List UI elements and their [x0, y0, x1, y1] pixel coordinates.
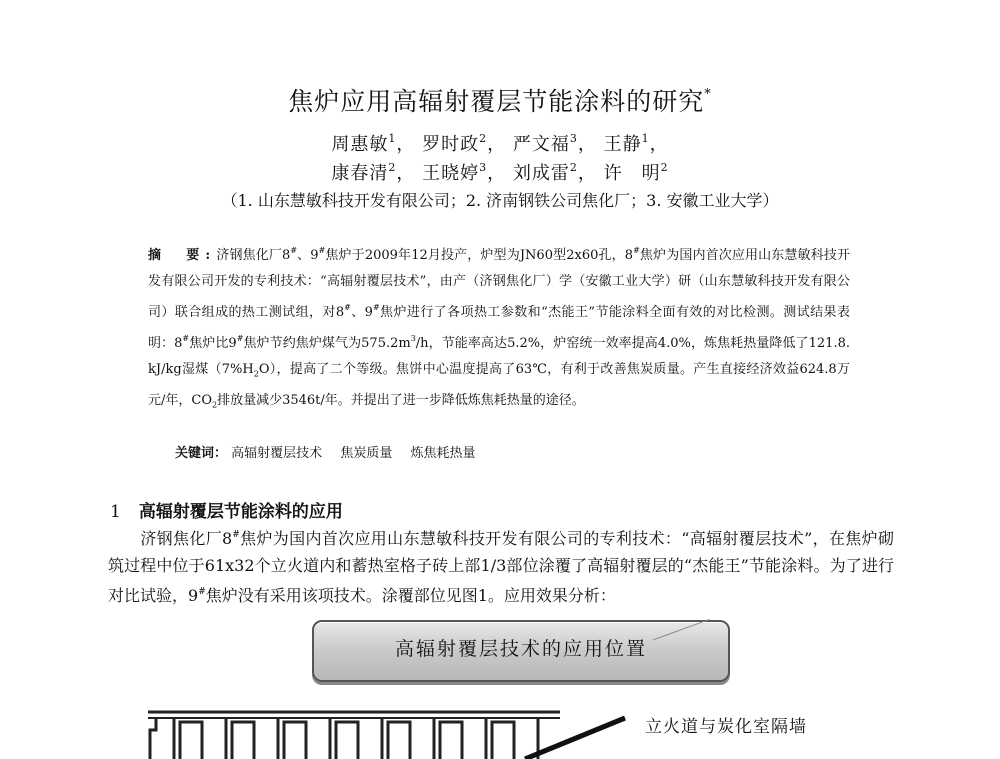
keywords — [175, 442, 855, 461]
author-name: 刘成雷 — [512, 163, 570, 184]
abstract-text: 排放量减少3546t/年。并提出了进一步降低炼焦耗热量的途径。 — [217, 392, 585, 408]
flue-3 — [284, 722, 306, 759]
author-name: 许 明 — [603, 163, 661, 184]
flue-2 — [232, 722, 254, 759]
abstract-text: 、9 — [350, 305, 373, 320]
hash-mark: # — [236, 334, 244, 343]
hash-mark: # — [633, 246, 640, 255]
hash-mark: # — [344, 303, 351, 312]
hash-mark: # — [372, 303, 380, 312]
author-affil: 3 — [479, 161, 488, 174]
subscript: 2 — [253, 369, 259, 379]
hash-mark: # — [182, 334, 190, 343]
author-affil: 2 — [660, 161, 669, 174]
hash-mark: # — [232, 530, 240, 540]
abstract-text: 焦炉为国内首次应用山东慧敏科技开发有限公司开发的专利技术：“高辐射覆层技术”，由产（济钢焦化厂）学（安徽工业大学）研（山东慧敏科技开发有限公司）联合组成的热工测试组，对8 — [148, 248, 850, 320]
left-bracket — [150, 718, 156, 759]
author-affil: 1 — [388, 132, 397, 145]
abstract-text: O），提高了二个等级。焦饼中心温度提高了63℃，有利于改善焦炭质量。产生直接经济效益624.8万元/年，CO — [148, 362, 850, 408]
flue-6 — [440, 722, 462, 759]
section-title: 高辐射覆层节能涂料的应用 — [138, 502, 343, 522]
title-text: 焦炉应用高辐射覆层节能涂料的研究 — [288, 87, 705, 116]
body-text: 焦炉为国内首次应用山东慧敏科技开发有限公司的专利技术：“高辐射覆层技术”，在焦炉砌筑过程中位于61x32个立火道内和蓄热室格子砖上部1/3部位涂覆了高辐射覆层的“杰能王”节能涂料。为了进行对比试验，9 — [108, 529, 894, 605]
title-footnote-mark: * — [704, 87, 712, 102]
subscript: 2 — [212, 400, 218, 410]
author-name: 王晓婷 — [422, 163, 480, 184]
callout-leader-line — [525, 718, 625, 759]
abstract-text: 、9 — [297, 248, 319, 263]
body-paragraph — [108, 522, 894, 609]
flue-5 — [388, 722, 410, 759]
hash-mark: # — [290, 246, 298, 255]
keywords-label: 关键词： — [175, 446, 228, 461]
flue-4 — [336, 722, 358, 759]
oven-wall-structure — [148, 712, 560, 759]
author-affil: 2 — [388, 161, 397, 174]
author-affil: 2 — [479, 132, 488, 145]
author-line-1: 周惠敏$^1$， 罗时政$^2$， 严文福$^3$， 王静$^1$， — [331, 132, 669, 155]
paper-title — [0, 82, 1000, 118]
body-text: 济钢焦化厂8 — [140, 529, 233, 548]
section-number: 1 — [110, 502, 121, 522]
author-affil: 2 — [569, 161, 578, 174]
affiliations: （1. 山东慧敏科技开发有限公司；2. 济南钢铁公司焦化厂；3. 安徽工业大学） — [221, 191, 779, 210]
author-name: 罗时政 — [422, 134, 480, 155]
author-line-2: 康春清$^2$， 王晓婷$^3$， 刘成雷$^2$， 许 明$^2$ — [331, 161, 669, 184]
flue-1 — [180, 722, 202, 759]
keyword: 炼焦耗热量 — [410, 446, 476, 461]
abstract-text: 焦炉进行了各项热工参数和“杰能王”节能涂料全面有效的对比检测。测试结果表明：8 — [148, 305, 850, 351]
abstract — [148, 238, 850, 418]
section-heading — [110, 497, 343, 522]
abstract-text: /h，节能率高达5.2%，炉窑统一效率提高4.0%，炼焦耗热量降低了121.8. kJ/kg湿煤（7%H — [148, 336, 850, 377]
abstract-text: 焦炉节约焦炉煤气为575.2m — [243, 336, 411, 351]
body-text: 焦炉没有采用该项技术。涂覆部位见图1。应用效果分析： — [205, 586, 616, 605]
author-name: 周惠敏 — [331, 134, 389, 155]
keyword: 焦炭质量 — [340, 446, 393, 461]
figure-banner — [312, 620, 730, 682]
abstract-label: 摘 要: — [148, 248, 217, 263]
author-name: 王静 — [603, 134, 642, 155]
author-name: 严文福 — [512, 134, 570, 155]
abstract-text: 济钢焦化厂8 — [216, 248, 291, 263]
abstract-text: 焦炉比9 — [189, 336, 237, 351]
unit-superscript: 3 — [410, 334, 416, 343]
author-affil: 3 — [569, 132, 578, 145]
hash-mark: # — [318, 246, 326, 255]
hash-mark: # — [198, 587, 206, 597]
keyword: 高辐射覆层技术 — [231, 446, 323, 461]
author-affil: 1 — [641, 132, 650, 145]
banner-gloss — [653, 619, 723, 678]
flue-7 — [492, 722, 514, 759]
figure-banner-text: 高辐射覆层技术的应用位置 — [394, 638, 647, 660]
abstract-text: 焦炉于2009年12月投产，炉型为JN60型2x60孔，8 — [325, 248, 634, 263]
author-name: 康春清 — [331, 163, 389, 184]
figure-callout: 立火道与炭化室隔墙 — [645, 717, 807, 737]
